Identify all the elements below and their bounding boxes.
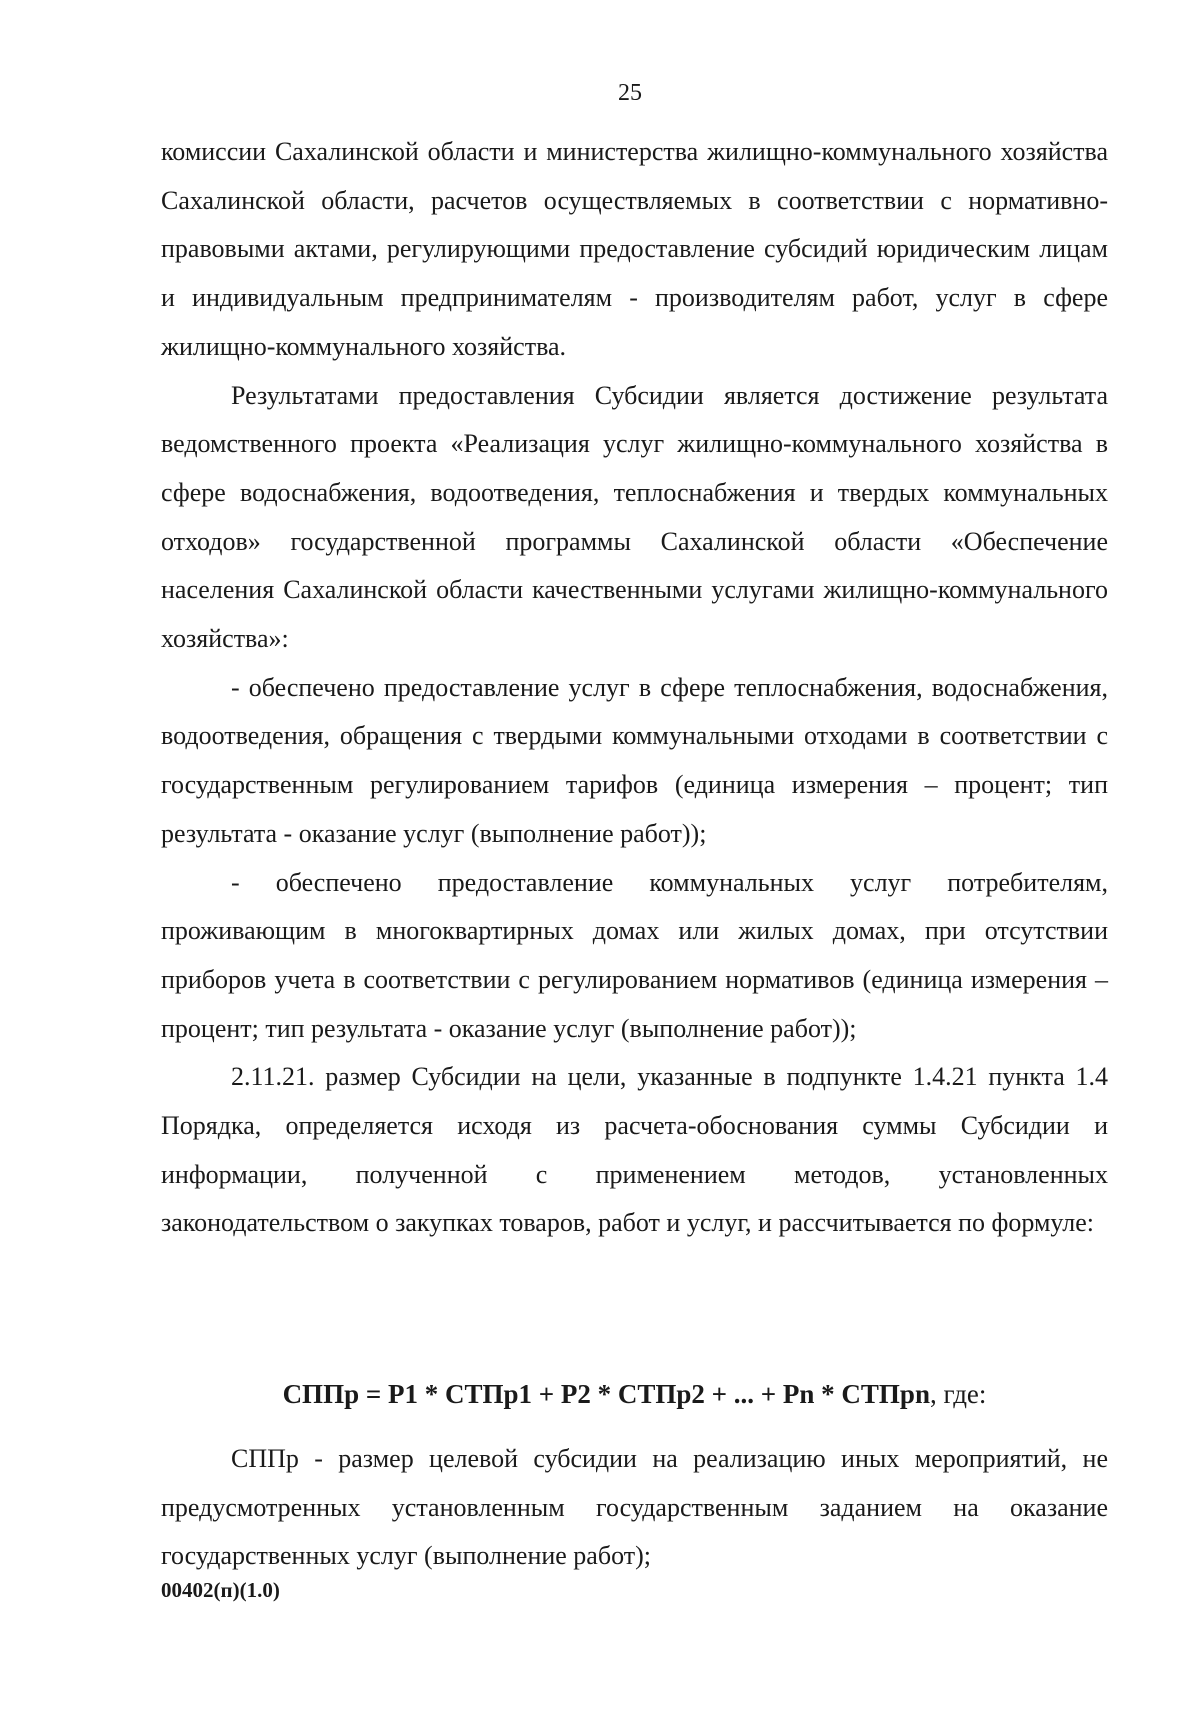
paragraph-continuation: комиссии Сахалинской области и министерства жилищно-коммунального хозяйства Сахалинской области, расчетов осуществляемых в соответствии с нормативно-правовыми актами, регулирующими предоставление субсидий юридическим лицам и индивидуальным предпринимателям - производителям работ, услуг в сфере жилищно-коммунального хозяйства.: [161, 137, 1108, 361]
definition-block: [161, 1435, 1108, 1581]
formula: [161, 1374, 1108, 1414]
list-item-communal-services: - обеспечено предоставление коммунальных услуг потребителям, проживающим в многоквартирных домах или жилых домах, при отсутствии приборов учета в соответствии с регулированием нормативов (единица измерения – процент; тип результата - оказание услуг (выполнение работ));: [161, 867, 1108, 1043]
formula-suffix: , где:: [929, 1379, 987, 1409]
page-number: 25: [618, 80, 642, 106]
definition-sppr: СППр - размер целевой субсидии на реализацию иных мероприятий, не предусмотренных установленным государственным заданием на оказание государственных услуг (выполнение работ);: [161, 1444, 1108, 1571]
paragraph-subsidy-size: 2.11.21. размер Субсидии на цели, указанные в подпункте 1.4.21 пункта 1.4 Порядка, определяется исходя из расчета-обоснования суммы Субсидии и информации, полученной с применением методов, установленных законодательством о закупках товаров, работ и услуг, и рассчитывается по формуле:: [161, 1062, 1108, 1238]
document-code: 00402(п)(1.0): [161, 1578, 280, 1602]
formula-expression: СППр = Р1 * СТПр1 + Р2 * СТПр2 + ... + Рn * СТПрn: [282, 1379, 930, 1409]
list-item-heat-water-supply: - обеспечено предоставление услуг в сфере теплоснабжения, водоснабжения, водоотведения, обращения с твердыми коммунальными отходами в соответствии с государственным регулированием тарифов (единица измерения – процент; тип результата - оказание услуг (выполнение работ));: [161, 672, 1108, 848]
document-body: [161, 128, 1108, 1248]
paragraph-results: Результатами предоставления Субсидии является достижение результата ведомственного проекта «Реализация услуг жилищно-коммунального хозяйства в сфере водоснабжения, водоотведения, теплоснабжения и твердых коммунальных отходов» государственной программы Сахалинской области «Обеспечение населения Сахалинской области качественными услугами жилищно-коммунального хозяйства»:: [161, 380, 1108, 654]
